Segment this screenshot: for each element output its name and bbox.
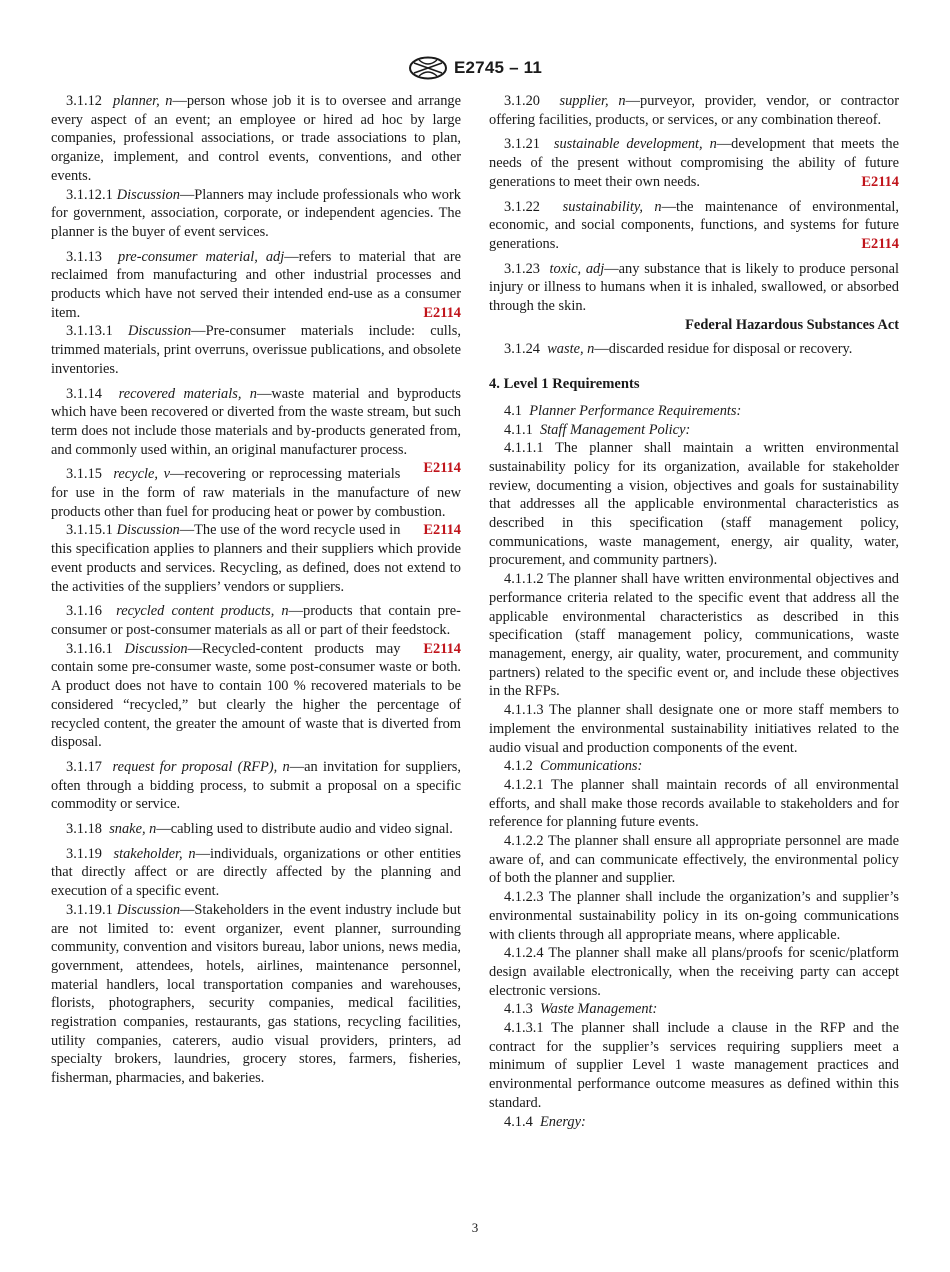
discussion-3-1-12-1: 3.1.12.1 Discussion—Planners may include professionals who work for government, association, corporate, or independent agencies. The planner is the buyer of event services.	[51, 186, 461, 240]
definition-3-1-16: 3.1.16 recycled content products, n—products that contain pre-consumer or post-consumer materials as all or part of their feedstock. E2114	[51, 603, 461, 657]
definition-3-1-19: 3.1.19 stakeholder, n—individuals, organizations or other entities that directly affect or are directly affected by the planning and execution of a specific event.	[51, 845, 461, 900]
left-column	[51, 92, 461, 1088]
page-header	[0, 56, 950, 80]
reference-link[interactable]: E2114	[861, 235, 899, 252]
clause-4-1-2-3: 4.1.2.3 The planner shall include the organization’s and supplier’s environmental sustainability policy in its on-going communications with clients through all appropriate means, where applicable.	[489, 889, 900, 943]
discussion-3-1-19-1: 3.1.19.1 Discussion—Stakeholders in the event industry include but are not limited to: event organizer, event planner, surrounding community, convention and visitors bureau, labor unions, news media, government, attendees, hotels, airlines, maintenance personnel, material handlers, local transportation companies and warehouses, florists, photographers, security companies, medical facilities, registration companies, restaurants, gas stations, recycling facilities, utility companies, caterers, audio visual providers, printers, ad specialty brokers, laundries, grocery stores, farmers, fisheries, fisherman, pharmacies, and bakeries.	[51, 901, 461, 1087]
definition-3-1-15: 3.1.15 recycle, v—recovering or reprocessing materials for use in the form of raw materials in the manufacture of new products other than fuel for producing heat or power by combustion. E2114	[51, 466, 461, 539]
clause-4-1-1-2: 4.1.1.2 The planner shall have written environmental objectives and performance criteria related to the specific event that address all the applicable environmental characteristics as described in this specification (staff management policy, communications, waste management, energy, air quality, water, procurement, and community partners) related to the specific event or, and include these objectives in the RFPs.	[489, 571, 899, 700]
reference-link[interactable]: E2114	[423, 640, 461, 657]
clause-4-1-1: 4.1.1 Staff Management Policy:	[504, 421, 691, 438]
reference-link[interactable]: E2114	[861, 173, 899, 190]
astm-logo-icon	[408, 56, 448, 80]
section-heading: 4. Level 1 Requirements	[489, 376, 640, 393]
definition-3-1-22: 3.1.22 sustainability, n—the maintenance of environmental, economic, and social components, functions, and systems for future generations. E2114	[489, 198, 899, 252]
page-number: 3	[471, 1220, 479, 1235]
discussion-3-1-16-1: 3.1.16.1 Discussion—Recycled-content products may contain some pre-consumer waste, some post-consumer waste or both. A product does not have to contain 100 % recovered materials to be considered “recycled,” but clearly the higher the percentage of recycled content, the greater the amount of waste that is diverted from disposal.	[51, 640, 461, 751]
source-citation: Federal Hazardous Substances Act	[685, 316, 899, 333]
reference-link[interactable]: E2114	[423, 304, 461, 321]
standard-designation: E2745 – 11	[453, 58, 543, 77]
clause-4-1-1-3: 4.1.1.3 The planner shall designate one or more staff members to implement the environmental sustainability initiatives related to the audio visual and production components of the event.	[489, 702, 899, 756]
reference-link[interactable]: E2114	[423, 522, 461, 539]
definition-3-1-20: 3.1.20 supplier, n—purveyor, provider, vendor, or contractor offering facilities, products, or services, or any combination thereof.	[489, 93, 900, 128]
definition-3-1-24: 3.1.24 waste, n—discarded residue for disposal or recovery.	[504, 341, 853, 358]
clause-4-1-3: 4.1.3 Waste Management:	[504, 1001, 658, 1018]
discussion-3-1-13-1: 3.1.13.1 Discussion—Pre-consumer materials include: culls, trimmed materials, print overruns, overissue publications, and obsolete inventories.	[51, 323, 461, 377]
clause-4-1-4: 4.1.4 Energy:	[504, 1113, 586, 1130]
definition-3-1-17: 3.1.17 request for proposal (RFP), n—an invitation for suppliers, often through a bidding process, to submit a proposal on a specific commodity or service.	[51, 758, 461, 813]
definition-3-1-21: 3.1.21 sustainable development, n—development that meets the needs of the present without compromising the ability of future generations to meet their own needs. E2114	[489, 136, 899, 190]
discussion-3-1-15-1: 3.1.15.1 Discussion—The use of the word recycle used in this specification applies to planners and their suppliers which provide event products and services. Recycling, as defined, does not extend to the activities of the suppliers’ vendors or suppliers.	[51, 522, 461, 595]
definition-3-1-14: 3.1.14 recovered materials, n—waste material and byproducts which have been recovered or diverted from the waste stream, but such term does not include those materials and by-products generated from, and commonly used within, an original manufacturer process. E2114	[51, 385, 462, 477]
definition-3-1-12: 3.1.12 planner, n—person whose job it is to oversee and arrange every aspect of an event; an employee or hired ad hoc by large companies, professional associations, or trade associations to plan, organize, implement, and control events, conventions, and other events.	[51, 93, 461, 184]
clause-4-1-2-1: 4.1.2.1 The planner shall maintain records of all environmental efforts, and shall make those records available to stakeholders and for reference for planning future events.	[489, 776, 899, 831]
clause-4-1-2-2: 4.1.2.2 The planner shall ensure all appropriate personnel are made aware of, and can communicate effectively, the environmental policy of both the planner and supplier.	[489, 833, 899, 887]
reference-link[interactable]: E2114	[423, 460, 461, 477]
clause-4-1-3-1: 4.1.3.1 The planner shall include a clause in the RFP and the contract for the supplier’s services requiring suppliers meet a minimum of supplier Level 1 waste management practices and environmental performance outcome measures as defined within this standard.	[489, 1020, 899, 1111]
definition-3-1-13: 3.1.13 pre-consumer material, adj—refers to material that are reclaimed from manufacturing and other industrial processes and products which have not served their intended end-use as a consumer item. E2114	[51, 248, 462, 321]
clause-4-1: 4.1 Planner Performance Requirements:	[504, 402, 742, 419]
clause-4-1-1-1: 4.1.1.1 The planner shall maintain a written environmental sustainability policy for its organization, available for stakeholder review, documenting a vision, objectives and goals for sustainability that addresses all the applicable environmental characteristics as described in this specification (staff management policy, communications, waste management, energy, air quality, water, procurement, and community partners).	[489, 440, 899, 569]
right-column	[489, 92, 899, 1131]
clause-4-1-2-4: 4.1.2.4 The planner shall make all plans/proofs for scenic/platform design available electronically, when the receiving party can accept electronic versions.	[489, 945, 899, 999]
definition-3-1-18: 3.1.18 snake, n—cabling used to distribute audio and video signal.	[66, 821, 453, 838]
definition-3-1-23: 3.1.23 toxic, adj—any substance that is likely to produce personal injury or illness to humans when it is inhaled, swallowed, or absorbed through the skin. Federal Hazardous Substances Act	[489, 260, 899, 333]
clause-4-1-2: 4.1.2 Communications:	[504, 758, 643, 775]
